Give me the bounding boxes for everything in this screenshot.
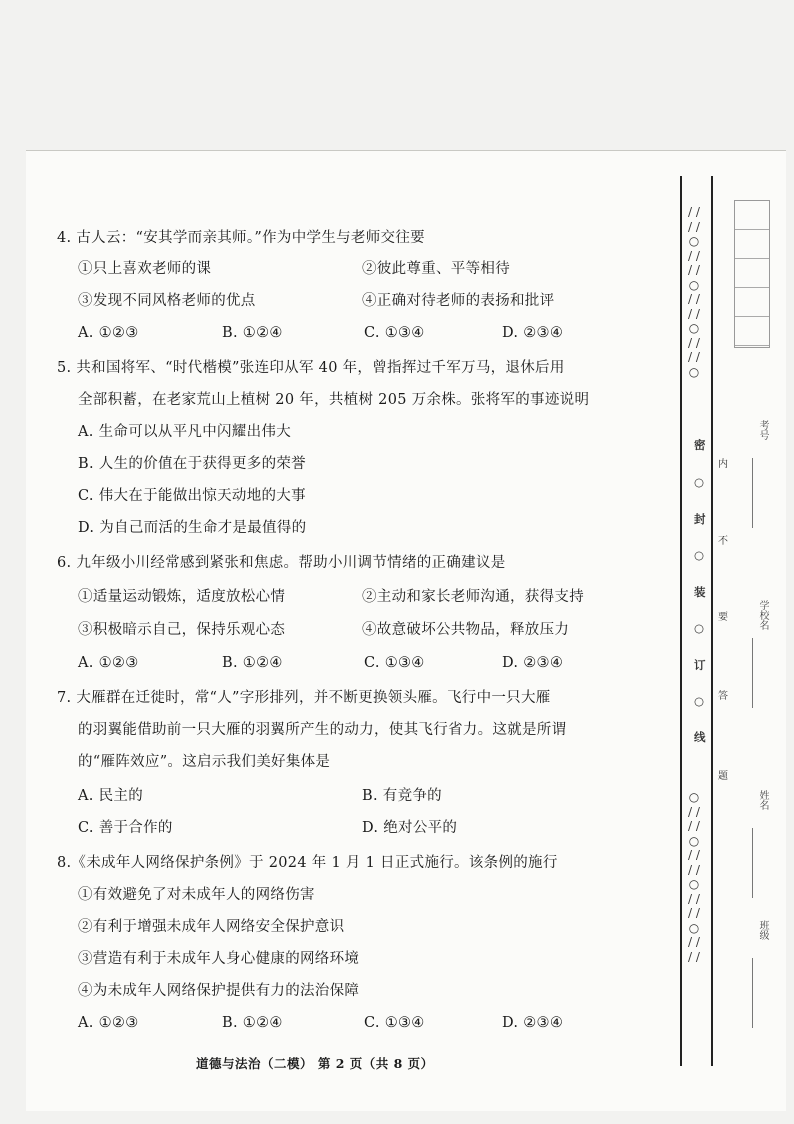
- question-6-statement: ①适量运动锻炼，适度放松心情: [78, 589, 286, 605]
- question-5-choice[interactable]: C. 伟大在于能做出惊天动地的大事: [78, 488, 306, 504]
- score-grid: [734, 200, 770, 348]
- question-6-statement: ③积极暗示自己，保持乐观心态: [78, 622, 286, 638]
- question-6-stem: 6. 九年级小川经常感到紧张和焦虑。帮助小川调节情绪的正确建议是: [57, 555, 506, 571]
- question-6-choice[interactable]: D. ②③④: [502, 655, 564, 671]
- question-6-choice[interactable]: B. ①②④: [222, 655, 283, 671]
- question-4-choice[interactable]: A. ①②③: [78, 325, 139, 341]
- question-5-stem: 5. 共和国将军、“时代楷模”张连印从军 40 年，曾指挥过千军万马，退休后用: [57, 360, 565, 376]
- field-input-line[interactable]: [752, 638, 753, 708]
- question-8-statement: ②有利于增强未成年人网络安全保护意识: [78, 919, 345, 935]
- question-4-statement: ④正确对待老师的表扬和批评: [362, 293, 555, 309]
- question-4-stem: 4. 古人云：“安其学而亲其师。”作为中学生与老师交往要: [57, 230, 425, 246]
- notice-char: 答: [718, 691, 728, 702]
- seal-char: ○: [694, 548, 705, 562]
- question-7-choice[interactable]: C. 善于合作的: [78, 820, 173, 836]
- question-6-statement: ②主动和家长老师沟通，获得支持: [362, 589, 584, 605]
- question-7-choice[interactable]: D. 绝对公平的: [362, 820, 458, 836]
- question-8-statement: ①有效避免了对未成年人的网络伤害: [78, 887, 315, 903]
- question-8-choice[interactable]: C. ①③④: [364, 1015, 425, 1031]
- field-label: 班级: [757, 920, 768, 940]
- seal-char: 封: [694, 512, 706, 526]
- question-4-choice[interactable]: D. ②③④: [502, 325, 564, 341]
- binding-line-left: [680, 176, 682, 1066]
- field-label: 学校名: [757, 600, 768, 630]
- seal-char: ○: [694, 475, 705, 489]
- field-input-line[interactable]: [752, 958, 753, 1028]
- seal-char: 装: [694, 585, 706, 599]
- question-8-choice[interactable]: A. ①②③: [78, 1015, 139, 1031]
- binding-slashes-lower: ○ / / / / ○ / / / / ○ / / / / ○ / / / /: [688, 790, 700, 964]
- question-6-choice[interactable]: A. ①②③: [78, 655, 139, 671]
- question-6-statement: ④故意破坏公共物品，释放压力: [362, 622, 570, 638]
- question-4-statement: ②彼此尊重、平等相待: [362, 261, 510, 277]
- seal-char: ○: [694, 694, 705, 708]
- question-7-choice[interactable]: B. 有竞争的: [362, 788, 442, 804]
- question-7-stem: 的羽翼能借助前一只大雁的羽翼所产生的动力，使其飞行省力。这就是所谓: [78, 722, 567, 738]
- question-4-choice[interactable]: B. ①②④: [222, 325, 283, 341]
- field-label: 考号: [757, 420, 768, 440]
- notice-char: 要: [718, 612, 728, 623]
- question-5-choice[interactable]: B. 人生的价值在于获得更多的荣誉: [78, 456, 306, 472]
- question-4-statement: ①只上喜欢老师的课: [78, 261, 212, 277]
- question-8-choice[interactable]: B. ①②④: [222, 1015, 283, 1031]
- question-7-stem: 7. 大雁群在迁徙时，常“人”字形排列，并不断更换领头雁。飞行中一只大雁: [57, 690, 551, 706]
- question-6-choice[interactable]: C. ①③④: [364, 655, 425, 671]
- question-5-choice[interactable]: A. 生命可以从平凡中闪耀出伟大: [78, 424, 291, 440]
- notice-char: 题: [718, 771, 728, 782]
- binding-line-right: [711, 176, 713, 1066]
- seal-char: 订: [694, 658, 706, 672]
- seal-char: ○: [694, 621, 705, 635]
- notice-char: 内: [718, 459, 728, 470]
- seal-char: 密: [694, 438, 706, 452]
- question-4-choice[interactable]: C. ①③④: [364, 325, 425, 341]
- field-label: 姓名: [757, 790, 768, 810]
- seal-char: 线: [694, 730, 706, 744]
- question-4-statement: ③发现不同风格老师的优点: [78, 293, 256, 309]
- question-8-stem: 8.《未成年人网络保护条例》于 2024 年 1 月 1 日正式施行。该条例的施行: [57, 855, 558, 871]
- binding-slashes-upper: / / / / ○ / / / / ○ / / / / ○ / / / / ○: [688, 205, 700, 379]
- question-8-statement: ③营造有利于未成年人身心健康的网络环境: [78, 951, 360, 967]
- field-input-line[interactable]: [752, 828, 753, 898]
- question-7-stem: 的“雁阵效应”。这启示我们美好集体是: [78, 754, 331, 770]
- page-footer: 道德与法治（二模） 第 2 页（共 8 页）: [196, 1056, 434, 1071]
- question-7-choice[interactable]: A. 民主的: [78, 788, 143, 804]
- field-input-line[interactable]: [752, 458, 753, 528]
- question-8-choice[interactable]: D. ②③④: [502, 1015, 564, 1031]
- question-8-statement: ④为未成年人网络保护提供有力的法治保障: [78, 983, 360, 999]
- question-5-choice[interactable]: D. 为自己而活的生命才是最值得的: [78, 520, 307, 536]
- notice-char: 不: [718, 536, 728, 547]
- question-5-stem: 全部积蓄，在老家荒山上植树 20 年，共植树 205 万余株。张将军的事迹说明: [78, 392, 590, 408]
